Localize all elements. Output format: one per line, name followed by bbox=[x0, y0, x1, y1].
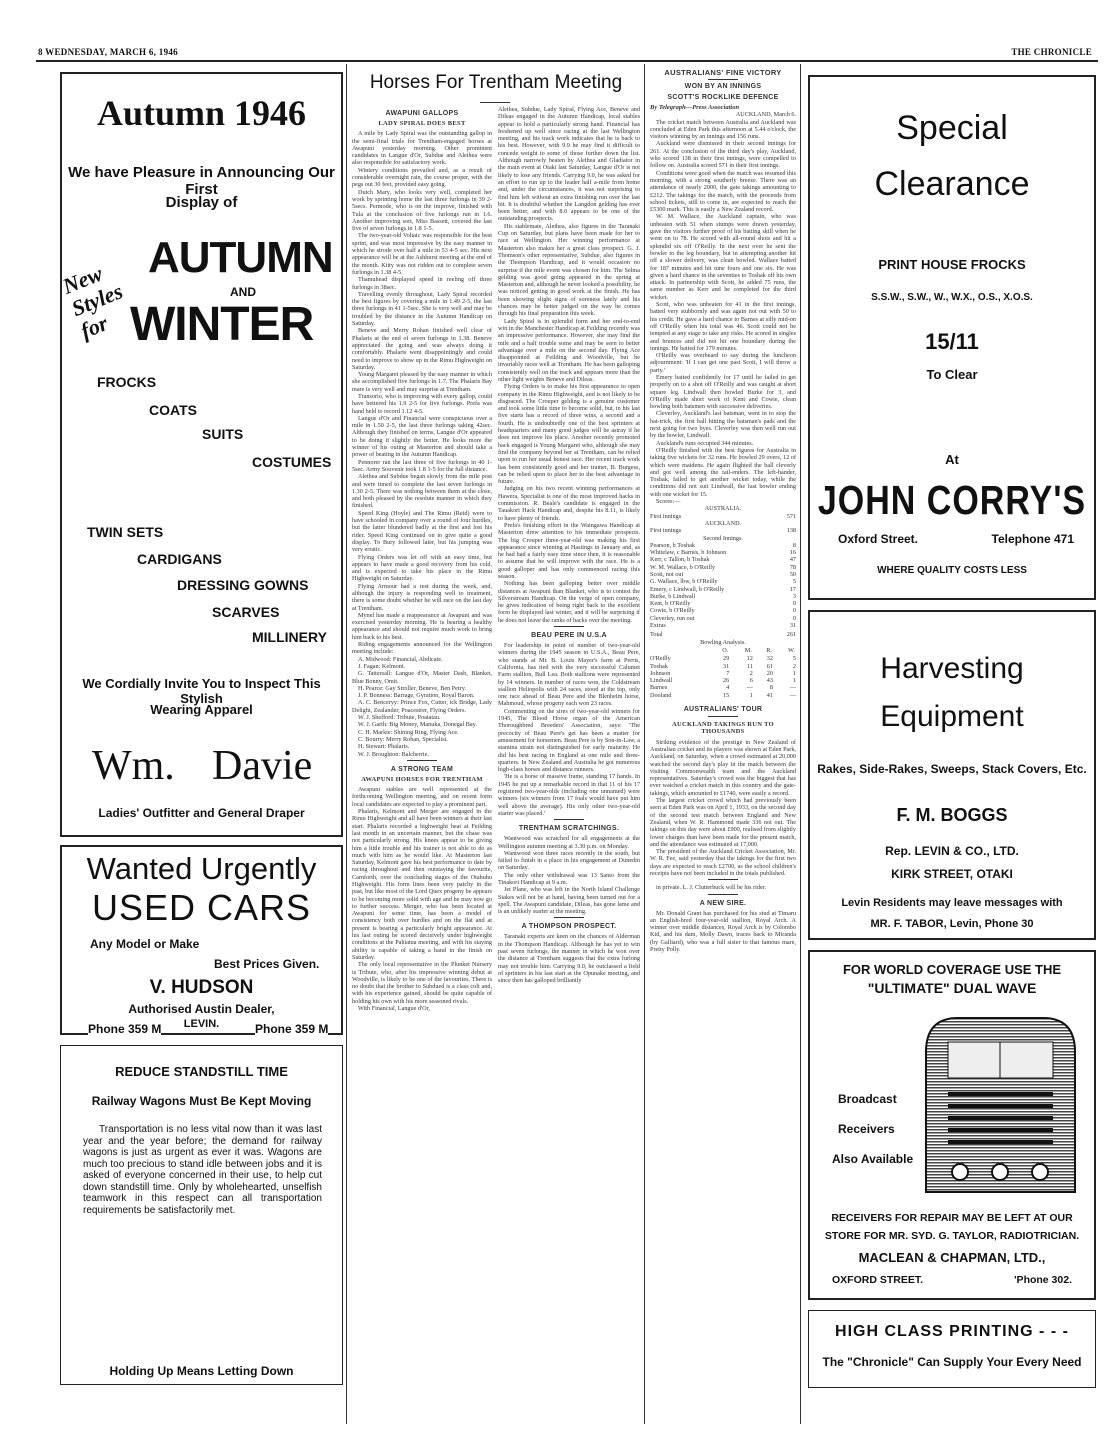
item-costumes: COSTUMES bbox=[252, 454, 332, 470]
article-paragraph: Emery batted confidently for 17 until he failed to get properly on to a shot off O'Reilly and was caught at short square leg. Lindwall then bowled Burke for 3, and O'Reilly made short work of Kent and Cowie, clean bowling both batsmen with successive deliveries. bbox=[650, 373, 796, 411]
bowling-figure: 1 bbox=[792, 677, 796, 685]
innings-label: First innings bbox=[650, 527, 682, 535]
article-paragraph: Riding engagements announced for the Wellington meeting include: bbox=[352, 641, 492, 656]
article-paragraph: Scott, who was unbeaten for 41 in the first innings, batted very stubbornly and was again not out with 50 to his credit. He gave a hard chance to Barnes at silly mid-on off O'Reilly when his total was 46. Scott could not be tempted at any stage to take any risks. He scored in singles and brunces and did not hit one boundary during the innings. He batted for 179 minutes. bbox=[650, 301, 796, 352]
radio-tag-broadcast: Broadcast bbox=[838, 1092, 897, 1106]
batting-row bbox=[650, 564, 796, 571]
riding-engagement: C. H. Markie: Shining Ring, Flying Ace. bbox=[358, 728, 459, 736]
batsman-name: W. M. Wallace, b O'Reilly bbox=[650, 563, 716, 571]
standstill-notice bbox=[60, 1045, 343, 1385]
new-sire-heading: A NEW SIRE. bbox=[699, 899, 747, 907]
harvesting-name: F. M. BOGGS bbox=[896, 805, 1008, 825]
bowling-row bbox=[650, 677, 796, 684]
bowling-row bbox=[650, 655, 796, 662]
clearance-phone: Telephone 471 bbox=[991, 532, 1074, 546]
tour-heading: AUSTRALIANS' TOUR bbox=[683, 706, 763, 714]
standstill-footer: Holding Up Means Letting Down bbox=[109, 1364, 294, 1378]
bowling-row bbox=[650, 670, 796, 677]
radio-set-illustration bbox=[918, 1012, 1083, 1197]
bowler-name: Johnson bbox=[650, 669, 671, 677]
item-suits: SUITS bbox=[202, 426, 244, 442]
cricket-subheadline-2: SCOTT'S ROCKLIKE DEFENCE bbox=[667, 94, 779, 101]
article-paragraph: Flying Armour had a rest during the week, and, although the injury is responding well to treatment, there is some doubt whether he will race on the last day at Trentham. bbox=[352, 582, 492, 612]
australia-label: AUSTRALIA. bbox=[704, 505, 742, 513]
article-paragraph: The president of the Auckland Cricket Association, Mr. W. R. Fee, said yesterday that the takings for the first two days are expected to reach £2700, as the school children's receipts have not been included in the totals published. bbox=[650, 848, 796, 877]
riding-engagement: A. C. Benceryy: Prince Fox, Cutter, ick Bridge, Lady Delight, Zealander, Poacestrer, Flying Orders. bbox=[352, 699, 492, 714]
bowler-name: Barnes bbox=[650, 684, 668, 692]
article-paragraph: Pennorer ran the last three of five furlongs in 40 1-5sec. Army Souvenir took 1.8 1-5 for the full distance. bbox=[352, 458, 492, 473]
bowling-figure: 4 bbox=[726, 684, 730, 692]
article-paragraph: Taranaki experts are keen on the chances of Alderman in the Thompson Handicap. Although he has yet to win past seven furlongs, the manner in which he won over the distance at Trentham suggests that the extra furlong may not trouble him. Carrying 9.0, he outclassed a field of sprinters in his last start at the Opunake meeting, and since then has galloped brilliantly bbox=[498, 933, 640, 985]
article-paragraph: Auckland's runs occupied 344 minutes. bbox=[656, 439, 754, 447]
column-divider bbox=[800, 64, 801, 1424]
cricket-headline: AUSTRALIANS' FINE VICTORY bbox=[664, 68, 782, 77]
riding-engagement: A. Midwood: Financial, Abdicate. bbox=[358, 655, 443, 663]
cars-ad-phone-left: Phone 359 M bbox=[88, 1022, 162, 1036]
radio-firm: MACLEAN & CHAPMAN, LTD., bbox=[858, 1250, 1046, 1265]
second-innings-label: Second Innings. bbox=[703, 534, 743, 542]
bowling-figure: 31 bbox=[723, 662, 730, 670]
cars-ad-title-line1: Wanted Urgently bbox=[86, 851, 317, 886]
article-paragraph: Prefa's finishing effort in the Waingawa Handicap at Masterton drew attention to his immediate prospects. The big Crouper three-year-old was making his first appearance since winning at Hastings in January and, as he had had a fairly easy time since then, it is reasonable to assume that he will improve with the race. He is a good galloper and has only commenced racing this season. bbox=[498, 521, 640, 580]
standstill-title: REDUCE STANDSTILL TIME bbox=[115, 1064, 288, 1079]
cars-ad-role: Authorised Austin Dealer, bbox=[128, 1002, 275, 1016]
bowling-figure: 29 bbox=[723, 655, 730, 663]
clearance-price-note: To Clear bbox=[926, 367, 978, 382]
batsman-name: G. Wallace, lbw, b O'Reilly bbox=[650, 578, 718, 586]
bowling-figure: 11 bbox=[746, 662, 753, 670]
clearance-at: At bbox=[945, 452, 959, 467]
batsman-runs: 0 bbox=[792, 614, 796, 622]
article-paragraph: Jet Plane, who was left in the North Island Challenge Stakes will not be at hand, having been turned out for a spell. The Awapuni candidate, Dileas, has gone lame and is an unlikely starter at the meeting. bbox=[498, 886, 640, 916]
batsman-runs: 50 bbox=[789, 571, 796, 578]
bowling-figure: 26 bbox=[723, 677, 730, 685]
trentham-column-1 bbox=[352, 106, 492, 1426]
riding-engagement: J. P. Bonness: Barrage, Gyration, Royal Baron. bbox=[358, 692, 475, 700]
radio-repairs-line2: STORE FOR MR. SYD. G. TAYLOR, RADIOTRICIAN. bbox=[824, 1230, 1080, 1242]
article-paragraph: Alethea and Subdue began slowly from the mile post and were timed to complete the last seven furlongs in 1.30 2-5. There was nothing between them at the close, and both pleased by the resolute manner in which they finished. bbox=[352, 473, 492, 510]
batting-row bbox=[650, 571, 796, 578]
batsman-runs: 47 bbox=[789, 556, 796, 564]
article-paragraph: Transorio, who is improving with every gallop, could have bettered his 1.9 2-5 for five furlongs. Prefa was hand held to record 1.12 4-5. bbox=[352, 392, 492, 415]
article-paragraph: Flying Orders is to make his first appearance to open company in the Rimu Highweight, and is not likely to be disgraced. The Crouper gelding is a genuine customer and took some little time to become solid, but, in his last five starts has a record of three wins, a second and a fourth. He is undoubtedly one of the best sprinters at headquarters and many good judges will be astray if he does not improve his place. Another recently promoted hack engaged is Young Margaret who, although she may find the company beyond her at Trentham, can be relied upon to run her usual honest race. Her recent track work has been consistently good and her trainer, B. Burgess, can be relied upon to place her to the best advantage in future. bbox=[498, 383, 640, 486]
beau-pere-heading: BEAU PERE IN U.S.A bbox=[531, 632, 607, 640]
clearance-title-line2: Clearance bbox=[874, 165, 1030, 203]
strong-team-heading: A STRONG TEAM bbox=[390, 765, 454, 773]
riding-engagement: H. Pearce: Gay Stroller, Beneve, Ben Petry. bbox=[358, 684, 466, 692]
article-paragraph: Flying Orders was let off with an easy time, but appears to have made a good recovery from his cold, and is expected to take his place in the Rimu Highweight on Saturday. bbox=[352, 553, 492, 583]
batsman-name: Kent, b O'Reilly bbox=[650, 600, 691, 608]
article-paragraph: Awapuni stables are well represented at the forthcoming Wellington meeting, and on recent form local candidates are expected to play a prominent part. bbox=[352, 786, 492, 808]
banner-script-text: New Styles for bbox=[59, 260, 127, 344]
advertiser-name-first: Wm. bbox=[92, 743, 175, 789]
bowling-row bbox=[650, 684, 796, 691]
batting-row bbox=[650, 549, 796, 556]
bowling-figure: 1 bbox=[749, 691, 753, 699]
section-rule bbox=[554, 626, 584, 627]
article-paragraph: For leadership in point of number of two-year-old winners during the 1945 season in U.S.A., Beau Pere, who stands at Mr. B. Louis Mayer's farm at Perris, California, has tied with the very successful Calumet Farm stallion, Bull Lea. Both stallions were represented by 14 winners. In number of races won, the Coldstream stallion Heliopolis with 24 races, stood at the top, only one race ahead of Beau Pere and the Blenheim horse, Mahmoud, whose progeny each won 23 races. bbox=[498, 642, 640, 708]
article-paragraph: Wantwood won three races recently in the south, but failed to finish in a place in his engagement at Dunedin on Saturday. bbox=[498, 849, 640, 872]
article-paragraph: Commenting on the sires of two-year-old winners for 1945, The Blood Horse organ of the American Thoroughbred Breeders' Association, says: 'The precocity of Beau Pere's get has been a matter for amusement for horsemen. Beau Pere is by Son-in-Law, a stamina strain not distinguished for early maturity. He did his best racing in England at one mile and three-quarters. In New Zealand and Australia he got numerous high-class horses and distance runners. bbox=[498, 707, 640, 774]
batsman-runs: 3 bbox=[792, 592, 796, 600]
auckland-label: AUCKLAND. bbox=[704, 519, 742, 527]
page-header-left: 8 WEDNESDAY, MARCH 6, 1946 bbox=[38, 47, 178, 57]
harvesting-street: KIRK STREET, OTAKI bbox=[891, 867, 1013, 881]
clearance-product: PRINT HOUSE FROCKS bbox=[878, 257, 1026, 272]
harvesting-note-line1: Levin Residents may leave messages with bbox=[841, 897, 1063, 909]
cars-ad-line2: Best Prices Given. bbox=[214, 957, 320, 971]
used-cars-ad bbox=[60, 845, 343, 1035]
bowling-figure: — bbox=[746, 684, 753, 692]
article-paragraph: Auckland were dismissed in their second innings for 261. At the conclusion of the third day's play, Auckland, who scored 138 in their first innings, were compelled to follow on. Australia scored 571 in their first innings. bbox=[650, 140, 796, 170]
standstill-body: Transportation is no less vital now than it was last year and the year before; the demand for railway wagons is just as urgent as ever it was. Wagons are much too precious to stand idle between jobs and it is asked of everyone concerned in their use, to help cut down standstill time. Only by wholehearted, unselfish teamwork in this respect can all transportation requirements be satisfactorily met. bbox=[83, 1124, 322, 1216]
autumn-ad-tagline: Ladies' Outfitter and General Draper bbox=[98, 806, 305, 820]
column-divider bbox=[644, 64, 645, 1424]
bowling-figure: 5 bbox=[792, 655, 796, 663]
autumn-winter-banner bbox=[59, 233, 333, 359]
printing-title: HIGH CLASS PRINTING - - - bbox=[835, 1323, 1069, 1340]
total-value: 261 bbox=[786, 631, 796, 639]
article-paragraph: in private. L. J. Clutterbuck will be his rider. bbox=[656, 884, 766, 892]
scratchings-heading: TRENTHAM SCRATCHINGS. bbox=[518, 825, 620, 833]
bowling-header-row bbox=[650, 646, 796, 655]
banner-word-autumn: AUTUMN bbox=[148, 233, 333, 282]
batting-row bbox=[650, 593, 796, 600]
clearance-slogan: WHERE QUALITY COSTS LESS bbox=[877, 565, 1027, 576]
harvesting-note-line2: MR. F. TABOR, Levin, Phone 30 bbox=[870, 918, 1034, 930]
item-frocks: FROCKS bbox=[97, 374, 157, 390]
section-rule bbox=[708, 716, 738, 717]
bowling-analysis-table bbox=[650, 646, 796, 699]
clearance-store-name: JOHN CORRY'S bbox=[817, 478, 1087, 524]
autumn-ad-invite-line1: We Cordially Invite You to Inspect This Stylish bbox=[82, 676, 321, 706]
trentham-column-2 bbox=[498, 106, 640, 1426]
radio-repairs-line1: RECEIVERS FOR REPAIR MAY BE LEFT AT OUR bbox=[831, 1212, 1073, 1224]
autumn-ad-invite-line2: Wearing Apparel bbox=[150, 702, 253, 717]
innings-total-row bbox=[650, 631, 796, 638]
batting-row bbox=[650, 556, 796, 563]
bowling-row bbox=[650, 663, 796, 670]
radio-ad bbox=[808, 950, 1096, 1300]
batting-row bbox=[650, 607, 796, 614]
cricket-byline: By Telegraph—Press Association bbox=[650, 104, 740, 111]
radio-phone: 'Phone 302. bbox=[1014, 1274, 1072, 1286]
batsman-runs: 78 bbox=[789, 563, 796, 571]
article-paragraph: Speed King (Hoyle) and The Rimu (Reid) were to have schooled in company over a round of four hurdles, but the latter blundered badly at the first and lost his rider. Speed King continued on to give quite a good display. To Bury followed later, but his jumping was very erratic. bbox=[352, 509, 492, 554]
item-cardigans: CARDIGANS bbox=[137, 551, 222, 567]
article-paragraph: Cleverley, Auckland's last batsman, went in to stop the hat-trick, the first ball hitting the batsman's pads and the next going for two byes. Cleverley was then well run out by the bowler, Lindwall. bbox=[650, 410, 796, 440]
article-paragraph: Striking evidence of the prestige in New Zealand of Australian cricket and its players was shown at Eden Park, Auckland, on Saturday, when a crowd estimated at 20,000 watched the second day's play in the match between the visiting Commonwealth team and the Auckland representatives. Saturday's crowd was the biggest that has ever watched a cricket match in this country and the gate-takings, which amounted to £1740, were easily a record. bbox=[650, 738, 796, 797]
bowling-header-cell: M. bbox=[744, 646, 752, 654]
article-paragraph: Scores:— bbox=[656, 498, 681, 506]
article-paragraph: Judging on his two recent winning performances at Hawera, Specialist is one of the most improved hacks in commission. R. Beale's candidate is engaged in the Tauakori Hack Handicap and, despite his 8.11, is likely to have plenty of friends. bbox=[498, 485, 640, 522]
article-paragraph: With Financial, Langue d'Or, bbox=[358, 1005, 430, 1013]
bowler-name: Dooland bbox=[650, 691, 672, 699]
article-paragraph: Mynel has made a reappearance at Awapuni and was exercised yesterday morning. He is bearing a healthy appearance and should not require much work to bring him back to his best. bbox=[352, 611, 492, 641]
batsman-runs: 31 bbox=[789, 622, 796, 630]
page-header-right: THE CHRONICLE bbox=[1011, 47, 1092, 57]
article-paragraph: Beneve and Merry Rohan finished well clear of Phalaris at the end of seven furlongs in 1.38. Beneve appreciated the going and was always doing it comfortably. Phalaris went disappointingly and could need to improve to show up in the Rimu Highweight on Saturday. bbox=[352, 327, 492, 371]
batting-row bbox=[650, 622, 796, 629]
riding-engagement: H. Stewart: Phalaris. bbox=[358, 743, 410, 751]
item-coats: COATS bbox=[149, 402, 197, 418]
bowler-name: O'Reilly bbox=[650, 655, 671, 663]
article-paragraph: Young Margaret pleased by the easy manner in which she accomplished five furlongs in 1.7. The Phalaris Bay mare is very well and may surprise at Trentham. bbox=[352, 371, 492, 393]
bowling-figure: 61 bbox=[766, 662, 773, 670]
auckland-first-innings-row bbox=[650, 527, 796, 534]
article-paragraph: Lady Spiral is in splendid form and her end-to-end win in the Manchester Handicap at Feilding recently was an impressive performance. However, she may find the mile and a half trouble some and may be seen to better advantage over a mile on the second day. Flying Ace disappointed at Feilding and Woodville, but he invariably races well at Trentham. He has been galloping consistently well on the track and appears more than the other light weights Beneve and Dileas. bbox=[498, 317, 640, 383]
bowling-header-cell: O. bbox=[722, 646, 729, 654]
bowling-figure: 2 bbox=[792, 662, 796, 670]
riding-engagement: W. J. Garth: Big Money, Manuka, Donegal Bay. bbox=[358, 721, 477, 729]
bowling-figure: 41 bbox=[766, 691, 773, 699]
bowler-name: Lindwall bbox=[650, 677, 673, 685]
riding-engagement: J. Fagan: Kelmont. bbox=[358, 662, 406, 670]
bowling-figure: 8 bbox=[769, 684, 773, 692]
bowling-row bbox=[650, 692, 796, 699]
batsman-name: Emery, c Lindwall, b O'Reilly bbox=[650, 585, 725, 593]
batting-row bbox=[650, 615, 796, 622]
batting-row bbox=[650, 600, 796, 607]
radio-title-line1: FOR WORLD COVERAGE USE THE bbox=[842, 962, 1062, 977]
batsman-runs: 0 bbox=[792, 600, 796, 608]
cars-ad-town: LEVIN. bbox=[183, 1018, 220, 1030]
article-paragraph: Thamuhead displayed speed in reeling off three furlongs in 38sec. bbox=[352, 276, 492, 291]
tour-subheading: AUCKLAND TAKINGS RUN TO THOUSANDS bbox=[672, 721, 774, 736]
batsman-runs: 5 bbox=[792, 578, 796, 586]
bowling-figure: 20 bbox=[766, 669, 773, 677]
section-rule bbox=[708, 879, 738, 880]
riding-engagement: W. J. Broughton: Balcherrie. bbox=[358, 750, 429, 758]
batsman-name: Kerr, c Tallon, b Toshak bbox=[650, 556, 710, 564]
clearance-price: 15/11 bbox=[925, 329, 979, 354]
cricket-subheadline: WON BY AN INNINGS bbox=[684, 83, 762, 90]
innings-label: First innings bbox=[650, 512, 682, 520]
bowling-figure: 6 bbox=[749, 677, 753, 685]
bowler-name: Toshak bbox=[650, 662, 668, 670]
header-rule bbox=[36, 60, 1098, 62]
special-clearance-ad bbox=[808, 75, 1096, 600]
bowling-figure: 7 bbox=[726, 669, 730, 677]
clearance-street: Oxford Street. bbox=[838, 532, 919, 546]
autumn-ad-intro-line2: Display of bbox=[165, 194, 238, 211]
cars-ad-dealer: V. HUDSON bbox=[149, 977, 254, 998]
bowling-header-cell: R. bbox=[766, 646, 772, 654]
article-paragraph: Travelling evenly throughout, Lady Spiral recorded the best figures by covering a mile in 1.49 2-5, the last three furlongs in 41 1-5sec. She is very well and may be troubled by the distance in the Autumn Handicap on Saturday. bbox=[352, 290, 492, 328]
harvesting-rep: Rep. LEVIN & CO., LTD. bbox=[885, 844, 1019, 858]
bowling-header-cell: W. bbox=[788, 646, 795, 654]
bowling-analysis-label: Bowling Analysis. bbox=[700, 638, 746, 646]
article-paragraph: His stablemate, Alethea, also figures in the Taranaki Cup on Saturday, but plans have been made for her to race at Wellington. Her winning performance at Masterton also makes her a great class prospect. G. J. Thomson's other representative, Subdue, also figures in the Thompson Handicap, and it would occasion no surprise if the mile event was chosen for him. The Selma gelding was good going appeared in the spring at Masterton and, although he never looked a possibility, he was noticed getting in good work at the finish. He has been showing slight signs of soreness lately and his chances may be better judged on the way he comes through his final preparation this week. bbox=[498, 222, 640, 318]
batting-scorecard bbox=[650, 542, 796, 630]
cars-ad-title-line2: USED CARS bbox=[91, 887, 312, 928]
batsman-name: Cowie, b O'Reilly bbox=[650, 607, 695, 615]
innings-total: 138 bbox=[786, 527, 796, 535]
batting-row bbox=[650, 578, 796, 585]
item-dressing-gowns: DRESSING GOWNS bbox=[177, 577, 309, 593]
batsman-runs: 8 bbox=[792, 541, 796, 549]
article-paragraph: Wantwood was scratched for all engagements at the Wellington autumn meeting at 3.30 p.m. on Monday. bbox=[498, 835, 640, 850]
item-twin-sets: TWIN SETS bbox=[87, 524, 164, 540]
article-paragraph: W. M. Wallace, the Auckland captain, who was unbeaten with 51 when stumps were drawn yesterday, gave the visitors further proof of his batting skill when he went on to 78. He scored with all-round shots and hit a splendid six off O'Reilly. In the next over he sent the bowler to the leg boundary, but in attempting another hit off a slower delivery, was clean bowled. Wallace batted for 187 minutes and hit nine fours and one six. He was given a hard chance in the seventies to Toshak off his own attack. In partnership with Scott, he added 75 runs, the same number as Kerr and he completed for the third wicket. bbox=[650, 213, 796, 301]
bowling-figure: 43 bbox=[766, 677, 773, 685]
item-scarves: SCARVES bbox=[212, 604, 280, 620]
section-rule bbox=[554, 917, 584, 918]
bowling-header-cell bbox=[650, 646, 708, 655]
batsman-name: Whitelaw, c Barnes, b Johnson bbox=[650, 549, 727, 557]
batting-row bbox=[650, 586, 796, 593]
batsman-name: Scott, not out bbox=[650, 571, 684, 578]
article-paragraph: O'Reilly was overheard to say during the luncheon adjournment: 'If I can get one past Scott, I will throw a party.' bbox=[650, 352, 796, 374]
riding-engagement: G. Tattersall: Langue d'Or, Master Dash, Blanket, Blue Bonny, Omit. bbox=[352, 670, 492, 685]
bowling-figure: — bbox=[789, 691, 796, 699]
article-paragraph: The only local representative in the Plunket Nursery is Tribute, who, after his impressive winning debut at Woodville, is likely to be one of the favourites. There is no doubt that the brother to Subdued is a class colt and, with his experience gained, should be quite capable of holding his own with his more seasoned rivals. bbox=[352, 961, 492, 1005]
headline-rule bbox=[708, 79, 738, 80]
harvesting-ad bbox=[808, 610, 1096, 940]
article-paragraph: Mr. Donald Grant has purchased for his stud at Timaru an English-bred four-year-old stallion, Royal Arch. A winner over middle distances, Royal Arch is by Colombo Kid, and his dam, Molly Dawn, traces back to Miranda (by Galliard), who was a full sister to that famous mare, Pretty Polly. bbox=[650, 909, 796, 954]
trentham-headline: Horses For Trentham Meeting bbox=[369, 72, 623, 93]
autumn-ad-title: Autumn 1946 bbox=[96, 93, 307, 133]
harvesting-list: Rakes, Side-Rakes, Sweeps, Stack Covers, Etc. bbox=[817, 762, 1087, 776]
item-millinery: MILLINERY bbox=[252, 629, 327, 645]
printing-line: The "Chronicle" Can Supply Your Every Need bbox=[822, 1355, 1082, 1369]
article-paragraph: Alethea, Subdue, Lady Spiral, Flying Ace, Beneve and Dileas engaged in the Autumn Handicap, local stables appear to hold a particularly strong hand. Financial has freshened up well since racing at the last Wellington meeting, and his track work indicates that he is back to his best. However, with 9.9 he may find it difficult to concede weight to some of those further down the list. Although narrowly beaten by Alethea and Gladiator in the main event at Otaki last Saturday, Langue d'Or is not likely to lose any friends. Carrying 9.0, he was asked for an effort to run up to the leader half a-mile from home and, under the circumstances, it was not surprising to find him left without an extra finishing run over the last bit. It is doubtful whether the Langdon gelding has ever been better, and with 8.0 appears to be one of the outstanding prospects. bbox=[498, 106, 640, 223]
section-rule bbox=[554, 819, 584, 820]
batsman-runs: 16 bbox=[789, 549, 796, 557]
cricket-column bbox=[650, 68, 796, 1424]
innings-total: 571 bbox=[786, 512, 796, 520]
batsman-runs: 17 bbox=[789, 585, 796, 593]
riding-engagement: C. Bourry: Merry Rohan, Specialist. bbox=[358, 735, 448, 743]
headline-rule bbox=[480, 102, 510, 103]
article-paragraph: Phalaris, Kelmont and Merger are engaged in the Rimu Highweight and all have been winners at their last start. Phalaris recorded a highweight heat at Feilding last month in an uncertain manner, but the chase was not particularly strong. His knees appear to be giving him a little trouble and his trainer is not able to do as much with him as he would like. At Masterton last Saturday, Kelmont gave his best performance to date by racing throughout and then outstaying the favourite, Carnforth, over the concluding stages of the Otahuhu Highweight. His form lines been very patchy in the past, but like most of the Lord Quex progeny he appears to be becoming more solid with age and he may now go to further success. Merger, who has been located at Awapuni for some time, has been a model of consistency both over hurdles and on the flat and at present is bearing a particularly bright appearance. At his last outing he scored decisively under highweight conditions at the Pahiatua meeting, and with his staying ability is capable of taking a hand in the finish on Saturday. bbox=[352, 808, 492, 961]
article-paragraph: The cricket match between Australia and Auckland was concluded at Eden Park this afternoon at 5.44 o'clock, the visitors winning by an innings and 156 runs. bbox=[650, 118, 796, 141]
clearance-sizes: S.S.W., S.W., W., W.X., O.S., X.O.S. bbox=[871, 292, 1033, 303]
bowling-figure: 32 bbox=[766, 655, 773, 663]
article-paragraph: The only other withdrawal was 13 Santo from the Tinakori Handicap at 9 a.m. bbox=[498, 871, 640, 886]
banner-word-winter: WINTER bbox=[130, 298, 314, 351]
awapuni-gallops-heading: AWAPUNI GALLOPS bbox=[385, 110, 459, 117]
article-paragraph: The two-year-old Voltaic was responsible for the best sprint, and was most impressive by the easy manner in which he strode over half a mile in 53 4-5 sec. His next appearance will be at the Ashhurst meeting at the end of the month. Kitty was not ridden out to complete seven furlongs in 1.38 4-5. bbox=[352, 232, 492, 276]
banner-word-and: AND bbox=[230, 285, 256, 299]
batting-row bbox=[650, 542, 796, 549]
cars-ad-line1: Any Model or Make bbox=[90, 937, 200, 951]
thompson-prospect-heading: A THOMPSON PROSPECT. bbox=[521, 923, 617, 931]
radio-tag-also: Also Available bbox=[832, 1152, 914, 1166]
bowling-figure: 2 bbox=[749, 669, 753, 677]
autumn-ad-intro-line1: We have Pleasure in Announcing Our First bbox=[68, 164, 335, 198]
section-rule bbox=[708, 894, 738, 895]
autumn-ad bbox=[60, 72, 343, 837]
radio-title-line2: "ULTIMATE" DUAL WAVE bbox=[867, 980, 1037, 996]
bowling-figure: 15 bbox=[723, 691, 730, 699]
column-divider bbox=[346, 64, 347, 1424]
batsman-name: Pearson, b Toshak bbox=[650, 541, 695, 549]
australia-first-innings-row bbox=[650, 513, 796, 520]
lady-spiral-subheading: LADY SPIRAL DOES BEST bbox=[378, 120, 466, 127]
bowling-figure: — bbox=[789, 684, 796, 692]
article-paragraph: 'He is a horse of massive frame, standing 17 hands. In 1945 he put up a remarkable record in that 11 of his 17 registered two-year-olds (including one unnamed) were winners (six winners from 17 foals would have put him well above the average). His only other two-year-old starter was placed.' bbox=[498, 773, 640, 817]
printing-ad bbox=[808, 1310, 1096, 1388]
clearance-title-line1: Special bbox=[896, 109, 1008, 147]
advertiser-name-last: Davie bbox=[212, 743, 313, 789]
harvesting-title-line2: Equipment bbox=[880, 700, 1024, 733]
bowling-figure: 1 bbox=[792, 669, 796, 677]
batsman-name: Extras bbox=[650, 622, 666, 630]
article-paragraph: Dutch Mary, who looks very well, completed her work by sprinting home the last three furlongs in 39 2-5secs. Permode, who is on the improve, finished with Tula at the conclusion of five furlongs run in 1.6. Another improving sort, Miss Bassett, covered the last five of seven furlongs in 1.8 1-5. bbox=[352, 188, 492, 233]
radio-tag-receivers: Receivers bbox=[838, 1122, 895, 1136]
cars-ad-phone-right: Phone 359 M bbox=[255, 1022, 329, 1036]
article-paragraph: A mile by Lady Spiral was the outstanding gallop in the semi-final trials for Trentham-engaged horses at Awapuni yesterday morning. Other prominent candidates in Langue d'Or, Subdue and Alethea were also responsible for satisfactory work. bbox=[352, 130, 492, 167]
batsman-name: Burke, b Lindwall bbox=[650, 592, 696, 600]
cricket-dateline: AUCKLAND, March 6. bbox=[735, 111, 796, 119]
section-rule bbox=[407, 760, 437, 761]
article-paragraph: Nothing has been galloping better over middle distances at Awapuni than Blanket, who is to contest the Silverstream Handicap. On the verge of open company, he gives indication of being right back to the excellent form he displayed last winter, and it will be surprising if he does not leave the ranks of hacks over the meeting. bbox=[498, 580, 640, 624]
article-paragraph: Wintery conditions prevailed and, as a result of considerable overnight rain, the course proper, with the pegs out 30 feet, provided easy going. bbox=[352, 166, 492, 189]
article-paragraph: Conditions were good when the match was resumed this morning, with a strong southerly breeze. There was an attendance of nearly 2000, the gate takings amounting to £212. The takings for the match, with the proceeds from school tickets, still to come in, are expected to reach the £5300 mark. This is easily a New Zealand record. bbox=[650, 169, 796, 214]
batsman-name: Cleverley, run out bbox=[650, 614, 695, 622]
bowling-figure: 12 bbox=[746, 655, 753, 663]
total-label: Total bbox=[650, 631, 663, 639]
riding-engagement: W. J. Shefford: Tribute, Poatatau. bbox=[358, 714, 441, 722]
article-paragraph: Langue d'Or and Financial were conspicuous over a mile in 1.50 2-5, the last three furlongs taking 42sec. Although they finished on terms, Langue d'Or appeared to be doing it slightly the better. He looks more the winner of his outing at Masterton and should take a power of beating in the Autumn Handicap. bbox=[352, 414, 492, 459]
standstill-subtitle: Railway Wagons Must Be Kept Moving bbox=[91, 1094, 312, 1108]
batsman-runs: 0 bbox=[792, 607, 796, 615]
article-paragraph: The largest cricket crowd which had previously been seen at Eden Park was on April 1, 1933, on the second day of the second test match between England and New Zealand, when W. R. Hammond made 336 not out. The takings on this day were about £900, realised from slightly lower charges than have been made for the present match, and the attendance was estimated at 17,000. bbox=[650, 797, 796, 848]
strong-team-subheading: AWAPUNI HORSES FOR TRENTHAM bbox=[361, 775, 483, 783]
article-paragraph: O'Reilly finished with the best figures for Australia in taking five wickets for 32 runs. He bowled 29 overs, 12 of which were maidens. He again flighted the ball cleverly and got well among the tail-enders. The left-hander, Toshak, failed to get another wicket today, while the conditions did not suit Lindwall, the fast bowler ending with one wicket for 15. bbox=[650, 446, 796, 498]
harvesting-title-line1: Harvesting bbox=[880, 652, 1024, 685]
radio-street: OXFORD STREET. bbox=[832, 1274, 924, 1286]
